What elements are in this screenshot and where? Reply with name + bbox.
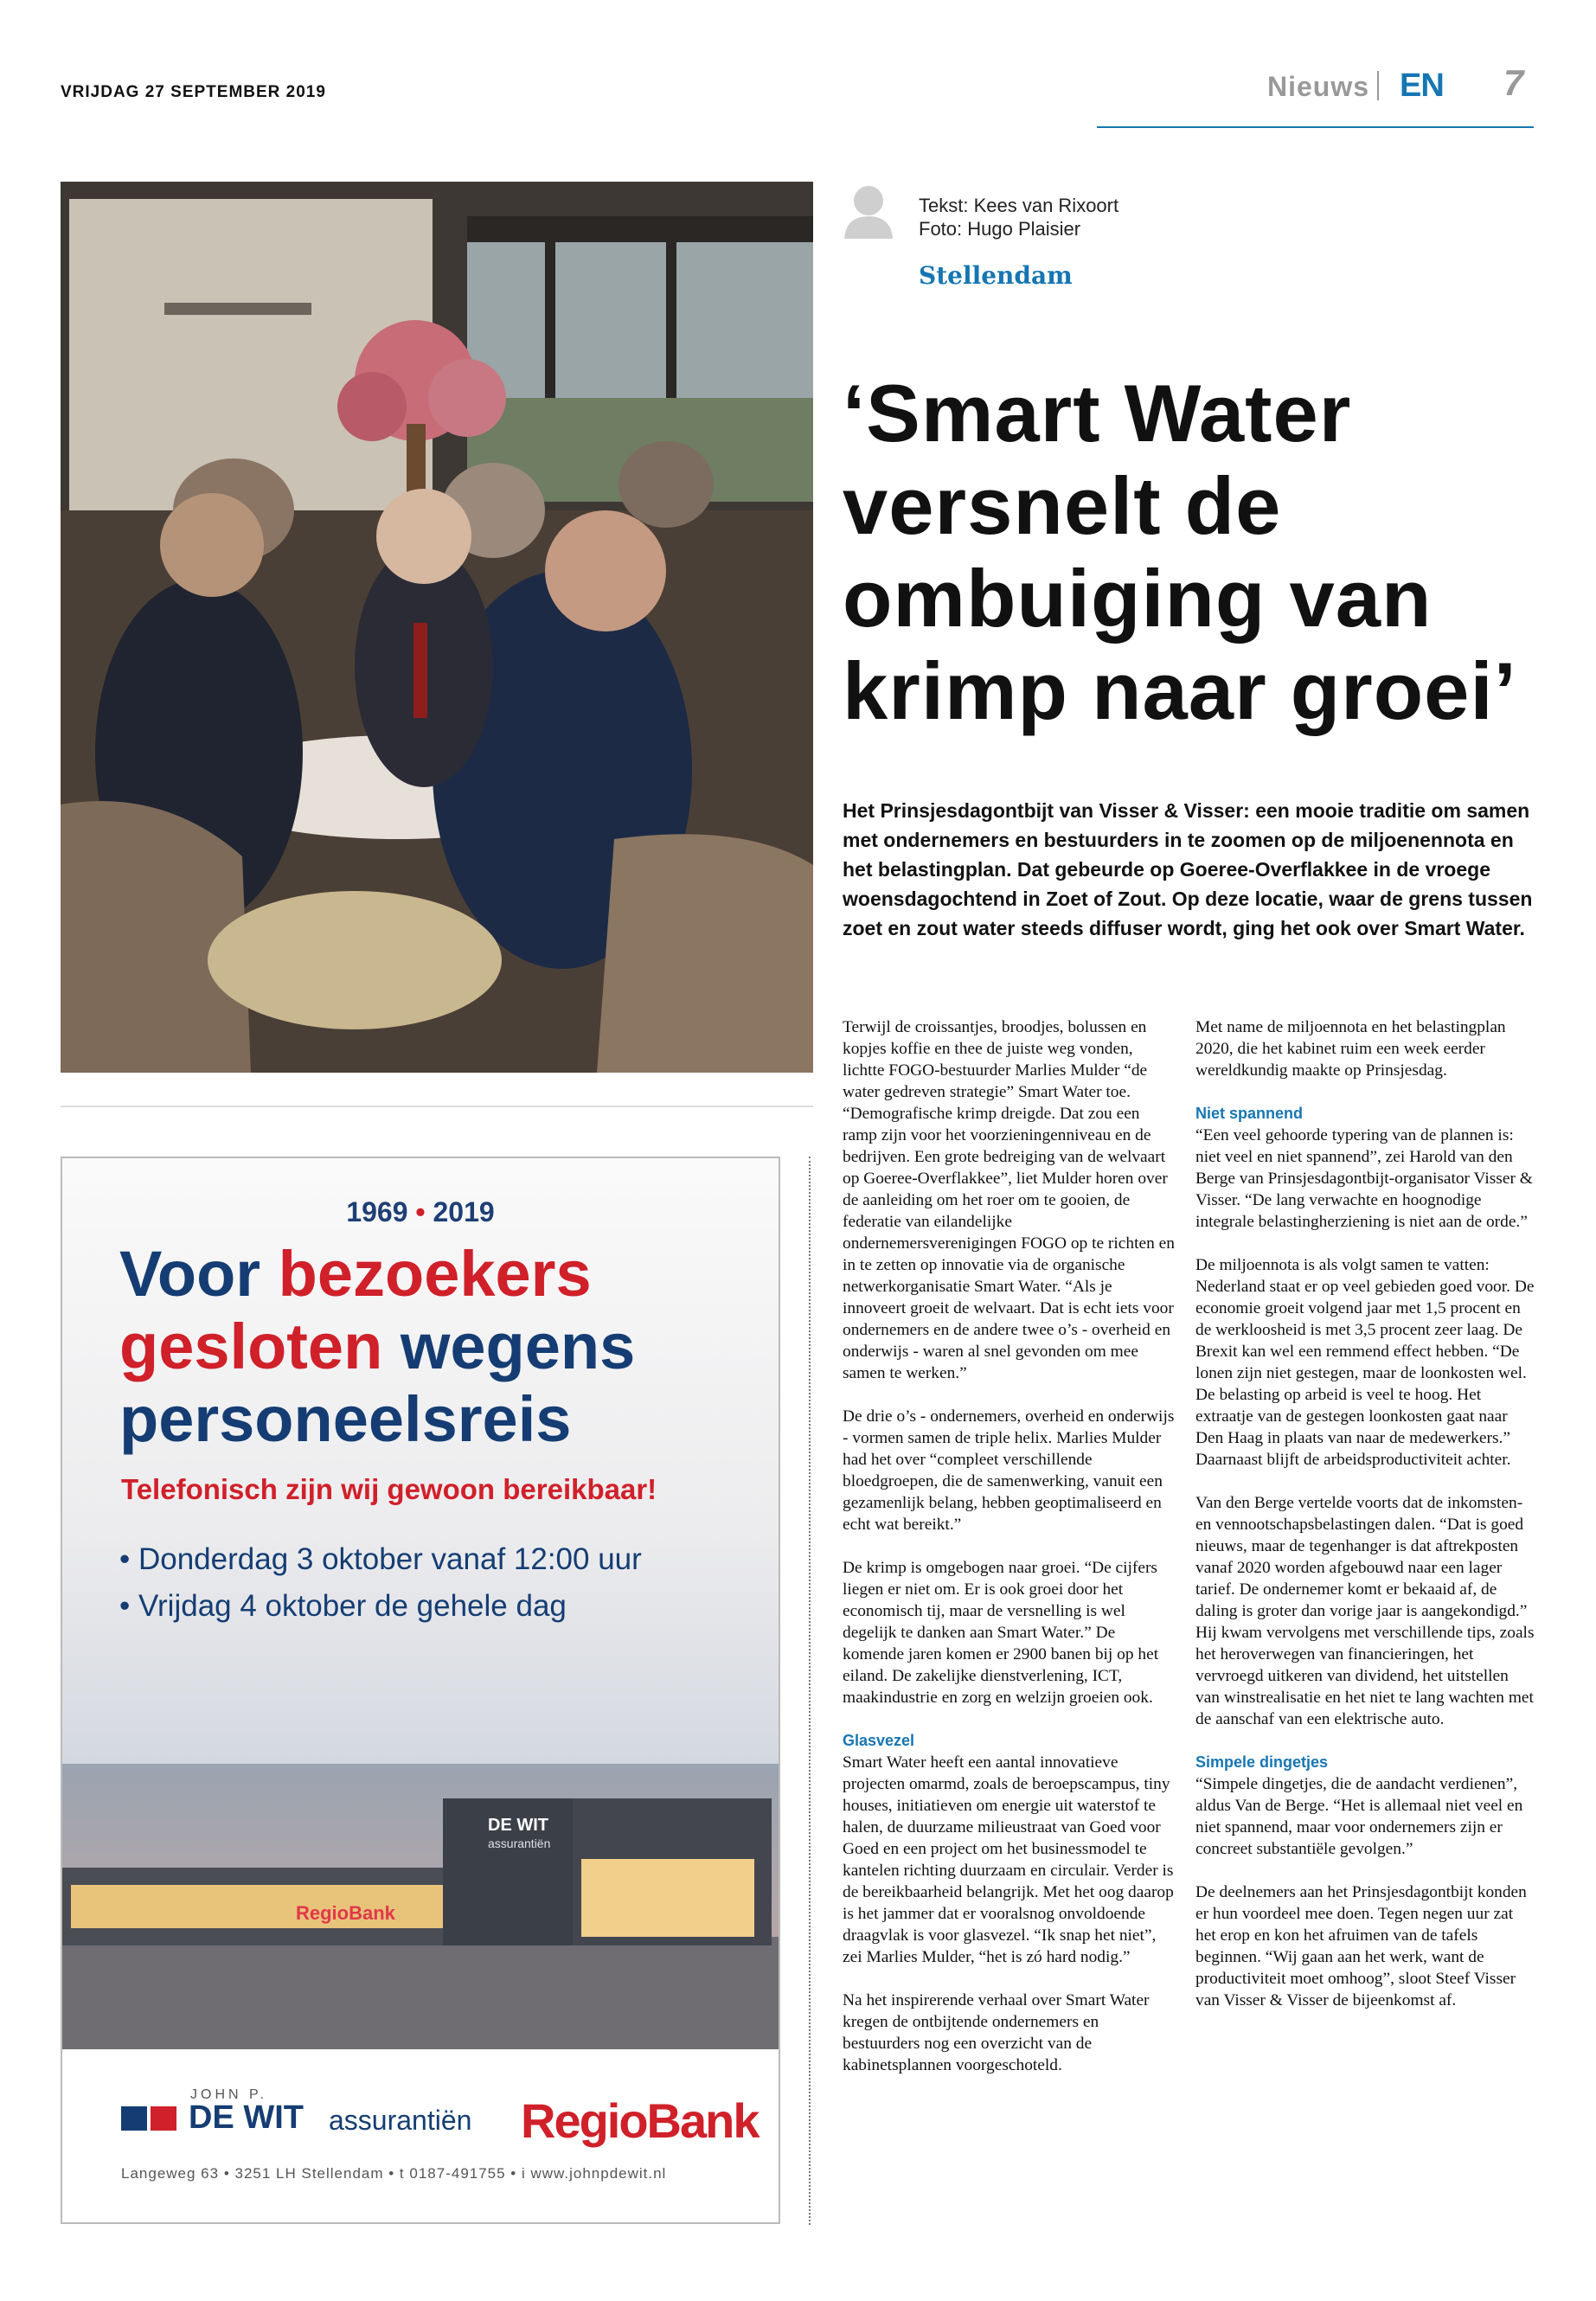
dewit-logo-icon	[151, 2106, 176, 2131]
left-column-rule	[61, 1106, 813, 1107]
subheading: Simpele dingetjes	[1195, 1753, 1329, 1771]
column-divider	[809, 1157, 811, 2225]
ad-headline: Voor bezoekers gesloten wegens personeelsreis	[119, 1238, 636, 1455]
article-intro: Het Prinsjesdagontbijt van Visser & Visser: een mooie traditie om samen met ondernemers en bestuurders in te zoomen op de miljoenennota en het belastingplan. Dat gebeurde op Goeree-Overflakkee in de vroege woensdagochtend in Zoet of Zout. Op deze locatie, waar de grens tussen zoet en zout water steeds diffuser wordt, ging het ook over Smart Water.	[843, 799, 1533, 939]
article-column-1	[843, 1016, 1175, 2098]
page-number: 7	[1503, 62, 1524, 103]
paragraph: “Een veel gehoorde typering van de plannen is: niet veel en niet spannend”, zei Harold van den Berge van Prinsjesdagontbijt-organisator Visser & Visser. “De lang verwachte en hoognodige integrale belastingherziening is niet aan de orde.”	[1195, 1126, 1533, 1231]
byline	[919, 194, 1118, 240]
section-label: Nieuws	[1267, 71, 1370, 102]
photo-credit: Foto: Hugo Plaisier	[919, 218, 1081, 240]
ad-phone-note: Telefonisch zijn wij gewoon bereikbaar!	[121, 1473, 657, 1505]
issue-date: VRIJDAG 27 SEPTEMBER 2019	[61, 83, 326, 101]
paragraph: Met name de miljoennota en het belastingplan 2020, die het kabinet ruim een week eerder wereldkundig maakte op Prinsjesdag.	[1195, 1018, 1506, 1080]
advertisement	[61, 1157, 780, 2224]
ad-building-bank: RegioBank	[296, 1902, 395, 1924]
article-column-2	[1195, 1016, 1535, 2033]
ad-closure-item: • Donderdag 3 oktober vanaf 12:00 uur	[119, 1542, 642, 1576]
ad-footer	[62, 2049, 779, 2222]
ad-closure-list	[119, 1536, 642, 1630]
text-credit: Tekst: Kees van Rixoort	[919, 195, 1119, 216]
dateline-location: Stellendam	[919, 261, 1073, 290]
ad-building-sign-sub: assurantiën	[488, 1836, 551, 1850]
paragraph: De deelnemers aan het Prinsjesdagontbijt konden er hun voordeel mee doen. Tegen negen uur zat het erop en kon het afruimen van de tafels beginnen. “Wij gaan aan het werk, want de productiviteit moet omhoog”, sloot Steef Visser van Visser & Visser de bijeenkomst af.	[1195, 1883, 1527, 2009]
subheading: Glasvezel	[843, 1732, 915, 1749]
header-divider	[1377, 71, 1379, 100]
ad-brand-suffix: assurantiën	[329, 2105, 472, 2136]
paragraph: Smart Water heeft een aantal innovatieve projecten omarmd, zoals de beroepscampus, tiny houses, initiatieven om energie uit waterstof te halen, de duurzame milieustraat van Goed voor Goed en een project om het businessmodel te kantelen richting duurzaam en circulair. Verder is de bereikbaarheid belangrijk. Met het oog daarop is het jammer dat er vooralsnog onvoldoende draagvlak is voor glasvezel. “Ik snap het niet”, zei Marlies Mulder, “het is zó hard nodig.”	[843, 1753, 1174, 1966]
paragraph: Terwijl de croissantjes, broodjes, bolussen en kopjes koffie en thee de juiste weg vonden, lichtte FOGO-bestuurder Marlies Mulder “de water gedreven strategie” Smart Water toe. “Demografische krimp dreigde. Dat zou een ramp zijn voor het voorzieningenniveau en de bedrijven. Een grote bedreiging van de welvaart op Goeree-Overflakkee”, liet Mulder horen over de aanleiding om het roer om te gooien, de federatie van eilandelijke ondernemersverenigingen FOGO op te richten en in te zetten op innovatie via de organische netwerkorganisatie Smart Water. “Als je innoveert groeit de welvaart. Dat is echt iets voor ondernemers en de andere twee o’s - overheid en onderwijs - waren al snel gevonden om mee samen te werken.”	[843, 1018, 1175, 1382]
ad-anniversary: 1969 • 2019	[346, 1196, 495, 1227]
subheading: Niet spannend	[1195, 1105, 1304, 1122]
article-headline: ‘Smart Water versnelt de ombuiging van krimp naar groei’	[843, 368, 1517, 736]
ad-building-sign: DE WIT	[488, 1816, 548, 1835]
paragraph: De miljoennota is als volgt samen te vatten: Nederland staat er op veel gebieden goed voor. De economie groeit volgend jaar met 1,5 procent en de werkloosheid is met 3,5 procent zeer laag. De Brexit kan wel een remmend effect hebben. “De lonen zijn niet gestegen, maar de loonkosten wel. De belasting op arbeid is veel te hoog. Het extraatje van de gestegen loonkosten gaat naar Den Haag in plaats van naar de medewerkers.” Daarnaast blijft de arbeidsproductiviteit achter.	[1195, 1256, 1535, 1469]
ad-brand-prefix: JOHN P.	[190, 2087, 268, 2102]
author-avatar-icon	[843, 183, 894, 239]
ad-address: Langeweg 63 • 3251 LH Stellendam • t 0187-491755 • i www.johnpdewit.nl	[121, 2165, 667, 2182]
ad-building-image	[62, 1764, 779, 2049]
paragraph: De krimp is omgebogen naar groei. “De cijfers liegen er niet om. Er is ook groei door het economisch tij, maar de versnelling is wel degelijk te danken aan Smart Water.” De komende jaren komen er 2900 banen bij op het eiland. De zakelijke dienstverlening, ICT, maakindustrie en zorg en welzijn groeien ook.	[843, 1559, 1159, 1707]
paragraph: Van den Berge vertelde voorts dat de inkomsten- en vennootschapsbelastingen dalen. “Dat is goed nieuws, maar de tegenhanger is dat aftrekposten vanaf 2020 worden afgebouwd naar een lager tarief. De ondernemer komt er bekaaid af, de daling is groter dan vorige jaar is aangekondigd.” Hij kwam vervolgens met verschillende tips, zoals het heroverwegen van financieringen, het vervroegd uitkeren van dividend, het uitstellen van winstrealisatie en het niet te lang wachten met de aanschaf van een elektrische auto.	[1195, 1494, 1535, 1728]
ad-closure-item: • Vrijdag 4 oktober de gehele dag	[119, 1589, 567, 1623]
ad-brand-name: DE WIT	[189, 2099, 304, 2136]
ad-partner-logo: RegioBank	[521, 2093, 759, 2148]
newspaper-logo: EN	[1400, 67, 1444, 104]
dewit-logo-icon	[121, 2106, 147, 2131]
header-rule	[1097, 126, 1534, 128]
paragraph: “Simpele dingetjes, die de aandacht verdienen”, aldus Van de Berge. “Het is allemaal niet veel en niet spannend, maar voor ondernemers zijn er concreet substantiële gevolgen.”	[1195, 1775, 1523, 1858]
paragraph: Na het inspirerende verhaal over Smart Water kregen de ontbijtende ondernemers en bestuurders nog een overzicht van de kabinetsplannen voorgeschoteld.	[843, 1991, 1150, 2074]
paragraph: De drie o’s - ondernemers, overheid en onderwijs - vormen samen de triple helix. Marlies Mulder had het over “compleet verschillende bloedgroepen, die de samenwerking, vanuit een gezamenlijk belang, hebben geoptimaliseerd en echt wat bereikt.”	[843, 1407, 1175, 1534]
article-photo	[61, 182, 813, 1073]
